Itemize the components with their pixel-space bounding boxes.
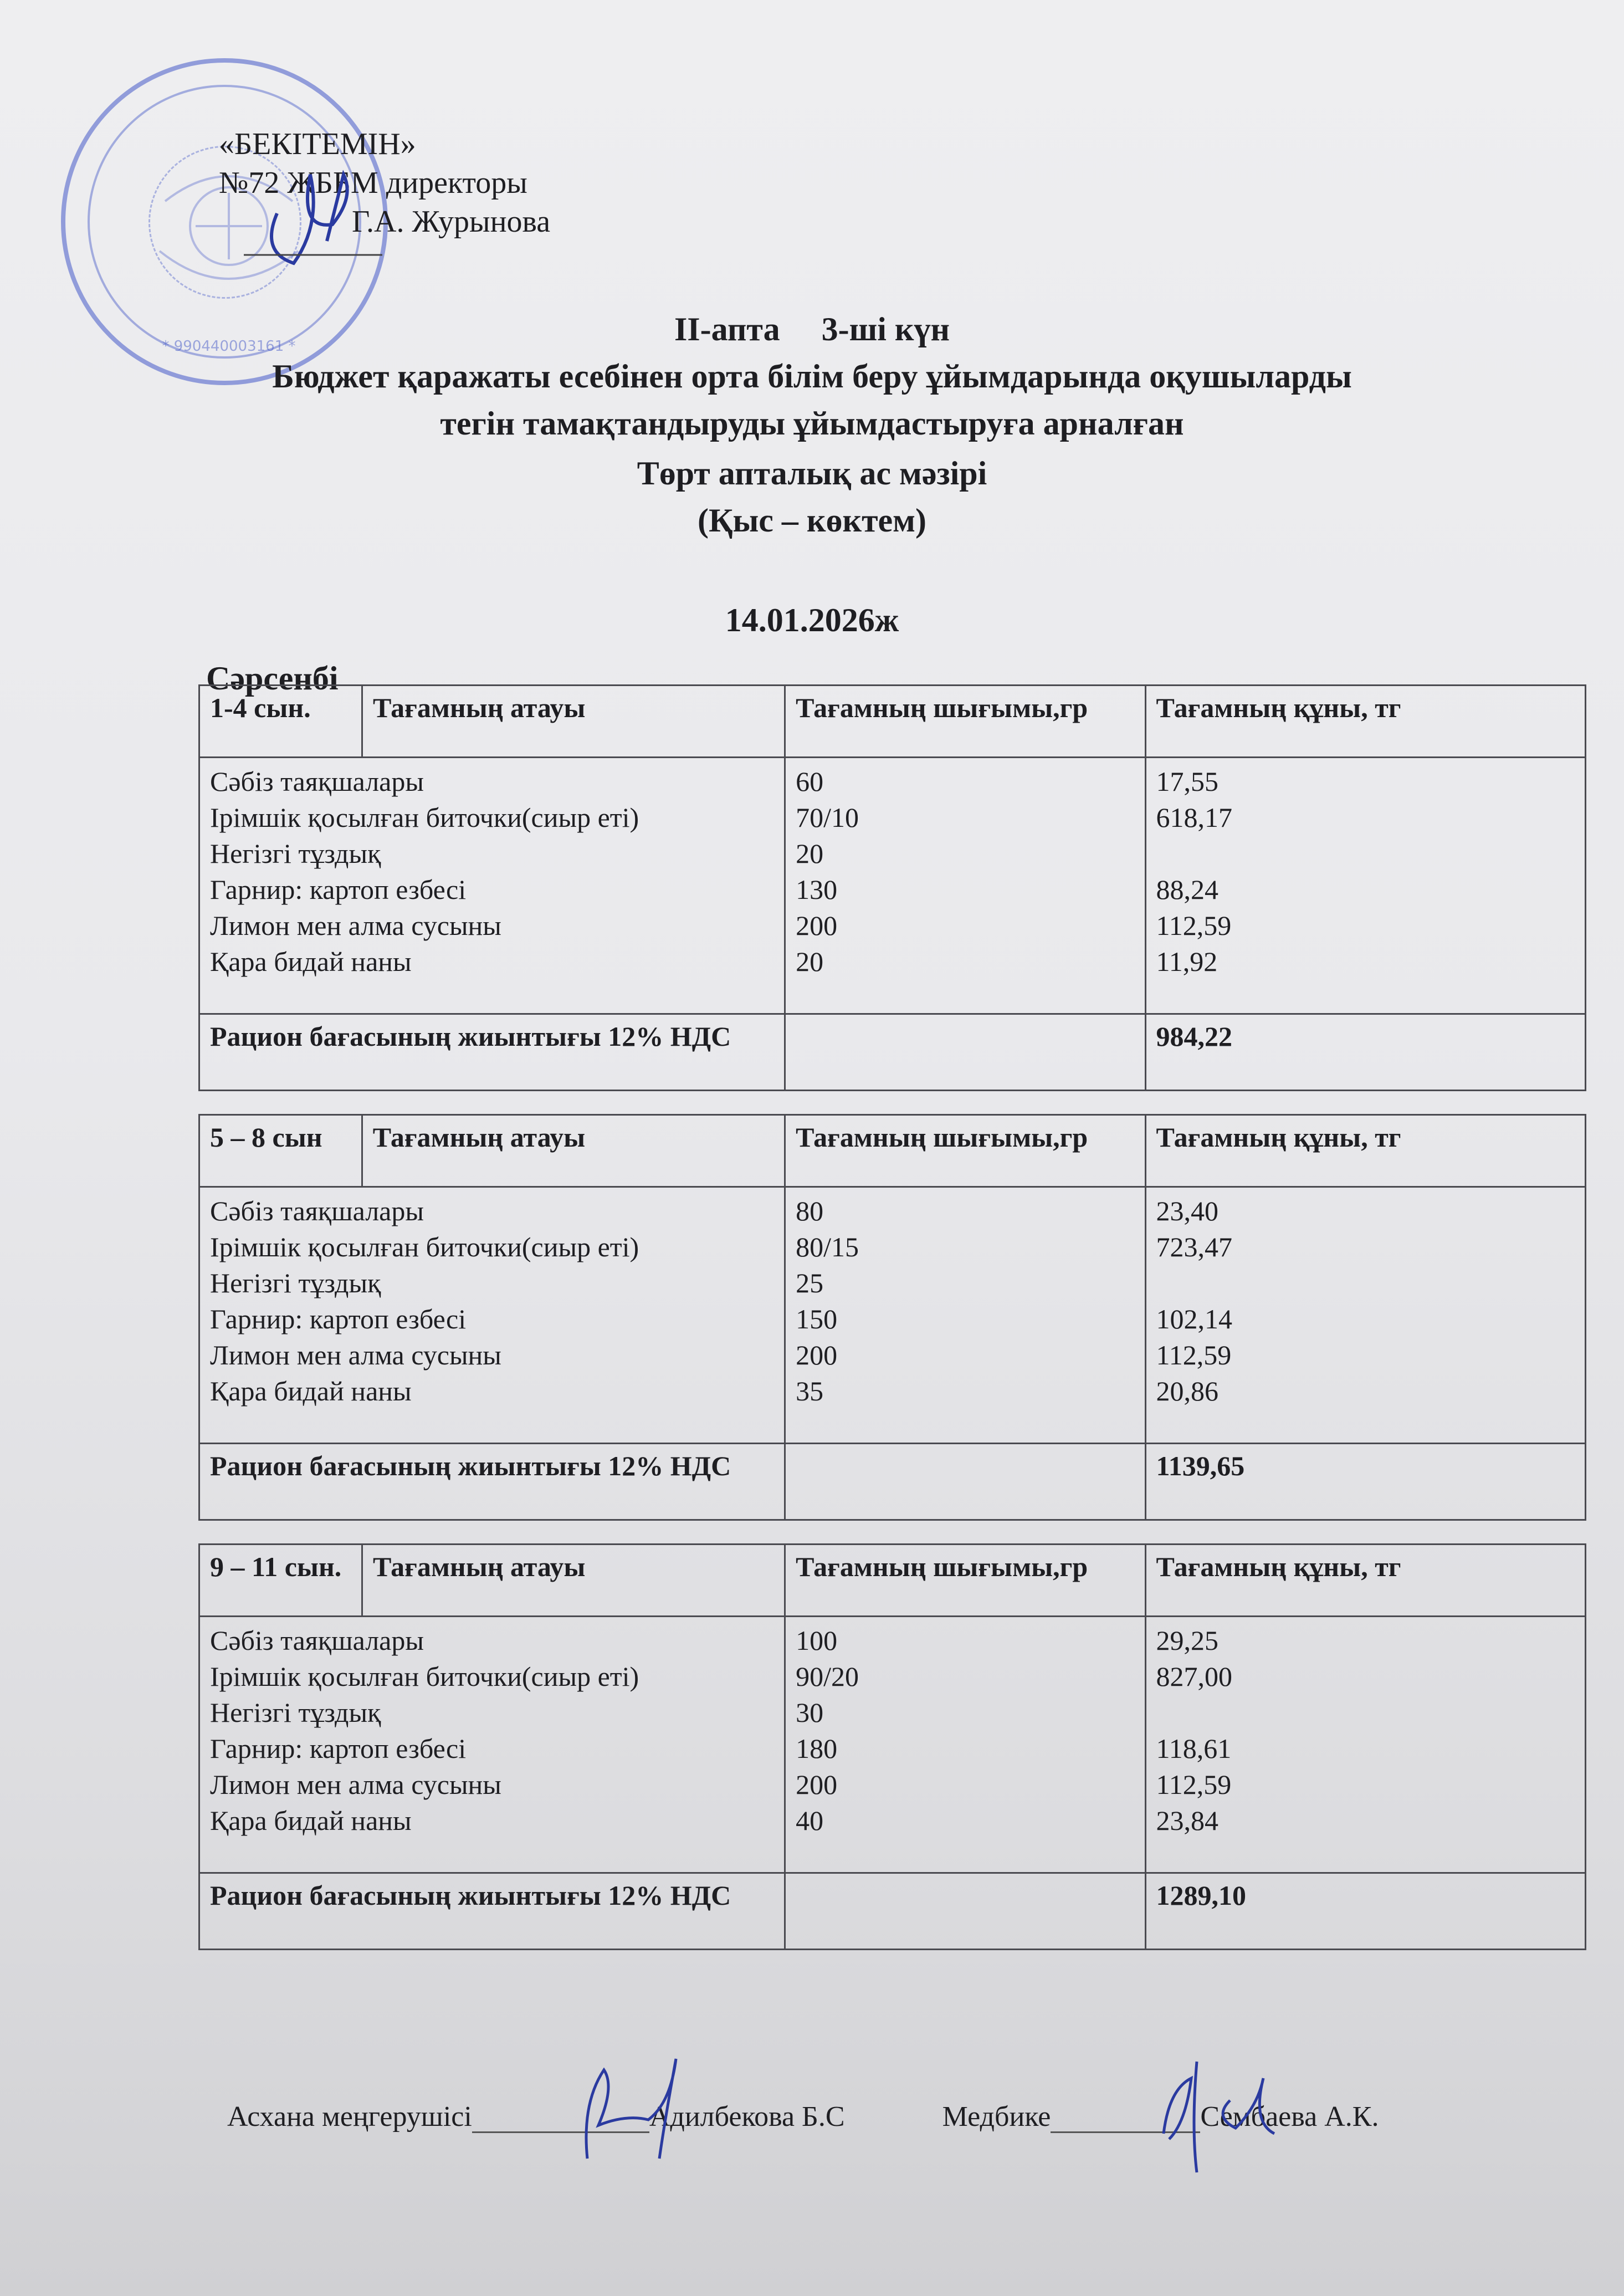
table-row: [199, 1617, 1586, 1873]
column-header-yield: Тағамның шығымы,гр: [785, 1545, 1145, 1617]
total-value: 1289,10: [1145, 1873, 1585, 1950]
dish-yield: 80/15: [796, 1231, 859, 1262]
dish-costs: [1145, 1617, 1585, 1873]
dish-cost: 112,59: [1156, 1769, 1232, 1800]
table-header-row: [199, 1115, 1586, 1187]
dish-costs: [1145, 758, 1585, 1014]
dish-cost: 827,00: [1156, 1661, 1233, 1692]
dish-cost: 88,24: [1156, 874, 1219, 905]
dish-cost: 102,14: [1156, 1303, 1233, 1334]
dish-cost: 723,47: [1156, 1231, 1233, 1262]
dish-name: Лимон мен алма сусыны: [210, 910, 501, 941]
total-value: 1139,65: [1145, 1444, 1585, 1520]
dish-cost: 118,61: [1156, 1733, 1232, 1764]
approval-position: №72 ЖББМ директоры: [219, 166, 527, 200]
dish-name: Ірімшік қосылған биточки(сиыр еті): [210, 1231, 639, 1262]
total-label: Рацион бағасының жиынтығы 12% НДС: [199, 1444, 785, 1520]
table-row: [199, 1187, 1586, 1444]
grade-label: 1-4 сын.: [199, 686, 362, 758]
dish-name: Лимон мен алма сусыны: [210, 1339, 501, 1371]
dish-yield: 200: [796, 1339, 838, 1371]
weekday-label: Сәрсенбі: [206, 660, 339, 697]
total-empty-cell: [785, 1873, 1145, 1950]
week-label: II-апта: [674, 311, 780, 347]
dish-cost: [1156, 1265, 1575, 1301]
dish-name: Сәбіз таяқшалары: [210, 1625, 424, 1656]
dish-yield: 80: [796, 1195, 824, 1226]
dish-name: Негізгі тұздық: [210, 1267, 381, 1298]
dish-yield: 150: [796, 1303, 838, 1334]
dish-name: Негізгі тұздық: [210, 1697, 381, 1728]
dish-name: Қара бидай наны: [210, 946, 412, 977]
total-label: Рацион бағасының жиынтығы 12% НДС: [199, 1873, 785, 1950]
kitchen-manager-role: Асхана меңгерушісі: [227, 2101, 472, 2133]
menu-table-grades-1-4: [198, 684, 1586, 1091]
dish-yield: 200: [796, 910, 838, 941]
dish-yields: [785, 1187, 1145, 1444]
dish-name: Гарнир: картоп езбесі: [210, 874, 467, 905]
grade-label: 9 – 11 сын.: [199, 1545, 362, 1617]
table-header-row: [199, 1545, 1586, 1617]
day-label: 3-ші күн: [821, 311, 950, 347]
approval-title: «БЕКІТЕМІН»: [219, 127, 416, 161]
total-value: 984,22: [1145, 1014, 1585, 1091]
menu-table-grades-5-8: [198, 1114, 1586, 1521]
svg-text:* 990440003161 *: * 990440003161 *: [162, 338, 296, 355]
dish-yield: 20: [796, 838, 824, 869]
dish-name: Сәбіз таяқшалары: [210, 1195, 424, 1226]
nurse-signature-icon: [1147, 2056, 1302, 2178]
week-day-heading: [0, 308, 1624, 351]
table-header-row: [199, 686, 1586, 758]
dish-cost: 11,92: [1156, 946, 1218, 977]
dish-yield: 20: [796, 946, 824, 977]
column-header-yield: Тағамның шығымы,гр: [785, 1115, 1145, 1187]
dish-yield: 90/20: [796, 1661, 859, 1692]
dish-names: [199, 1187, 785, 1444]
total-row: [199, 1444, 1586, 1520]
season-label: (Қыс – көктем): [697, 502, 927, 539]
title-line-3: Төрт апталық ас мәзірі: [637, 455, 987, 492]
total-empty-cell: [785, 1014, 1145, 1091]
grade-label: 5 – 8 сын: [199, 1115, 362, 1187]
dish-yield: 130: [796, 874, 838, 905]
dish-yield: 60: [796, 766, 824, 797]
dish-cost: 23,84: [1156, 1805, 1219, 1836]
dish-cost: [1156, 1695, 1575, 1731]
table-row: [199, 758, 1586, 1014]
dish-names: [199, 758, 785, 1014]
kitchen-manager-signature-icon: [565, 2053, 709, 2164]
column-header-name: Тағамның атауы: [362, 686, 785, 758]
column-header-name: Тағамның атауы: [362, 1545, 785, 1617]
dish-yield: 35: [796, 1375, 824, 1407]
total-row: [199, 1014, 1586, 1091]
dish-cost: 29,25: [1156, 1625, 1219, 1656]
menu-date: 14.01.2026ж: [725, 602, 899, 638]
title-line-1: Бюджет қаражаты есебінен орта білім беру ұйымдарында оқушыларды: [272, 358, 1352, 395]
nurse-name: Сембаева А.К.: [1200, 2101, 1379, 2133]
kitchen-manager-name: Адилбекова Б.С: [649, 2101, 845, 2133]
dish-name: Қара бидай наны: [210, 1375, 412, 1407]
dish-name: Негізгі тұздық: [210, 838, 381, 869]
dish-name: Ірімшік қосылған биточки(сиыр еті): [210, 1661, 639, 1692]
total-row: [199, 1873, 1586, 1950]
dish-yield: 200: [796, 1769, 838, 1800]
dish-name: Сәбіз таяқшалары: [210, 766, 424, 797]
column-header-cost: Тағамның құны, тг: [1145, 1115, 1585, 1187]
dish-cost: 17,55: [1156, 766, 1219, 797]
dish-cost: 112,59: [1156, 910, 1232, 941]
column-header-cost: Тағамның құны, тг: [1145, 1545, 1585, 1617]
total-label: Рацион бағасының жиынтығы 12% НДС: [199, 1014, 785, 1091]
dish-yield: 40: [796, 1805, 824, 1836]
dish-name: Гарнир: картоп езбесі: [210, 1733, 467, 1764]
dish-yield: 70/10: [796, 802, 859, 833]
nurse-role: Медбике: [942, 2101, 1051, 2133]
dish-yield: 30: [796, 1697, 824, 1728]
title-line-2: тегін тамақтандыруды ұйымдастыруға арналған: [440, 405, 1184, 442]
dish-cost: 23,40: [1156, 1195, 1219, 1226]
dish-cost: 112,59: [1156, 1339, 1232, 1371]
column-header-yield: Тағамның шығымы,гр: [785, 686, 1145, 758]
dish-yield: 25: [796, 1267, 824, 1298]
dish-cost: [1156, 836, 1575, 872]
dish-names: [199, 1617, 785, 1873]
director-signature-icon: [244, 141, 388, 274]
dish-yields: [785, 758, 1145, 1014]
dish-name: Ірімшік қосылған биточки(сиыр еті): [210, 802, 639, 833]
column-header-name: Тағамның атауы: [362, 1115, 785, 1187]
dish-cost: 618,17: [1156, 802, 1233, 833]
menu-table-grades-9-11: [198, 1543, 1586, 1950]
total-empty-cell: [785, 1444, 1145, 1520]
approval-signer: Г.А. Журынова: [352, 204, 551, 239]
dish-yield: 180: [796, 1733, 838, 1764]
dish-costs: [1145, 1187, 1585, 1444]
column-header-cost: Тағамның құны, тг: [1145, 686, 1585, 758]
dish-cost: 20,86: [1156, 1375, 1219, 1407]
dish-yields: [785, 1617, 1145, 1873]
dish-name: Гарнир: картоп езбесі: [210, 1303, 467, 1334]
dish-name: Лимон мен алма сусыны: [210, 1769, 501, 1800]
dish-yield: 100: [796, 1625, 838, 1656]
dish-name: Қара бидай наны: [210, 1805, 412, 1836]
